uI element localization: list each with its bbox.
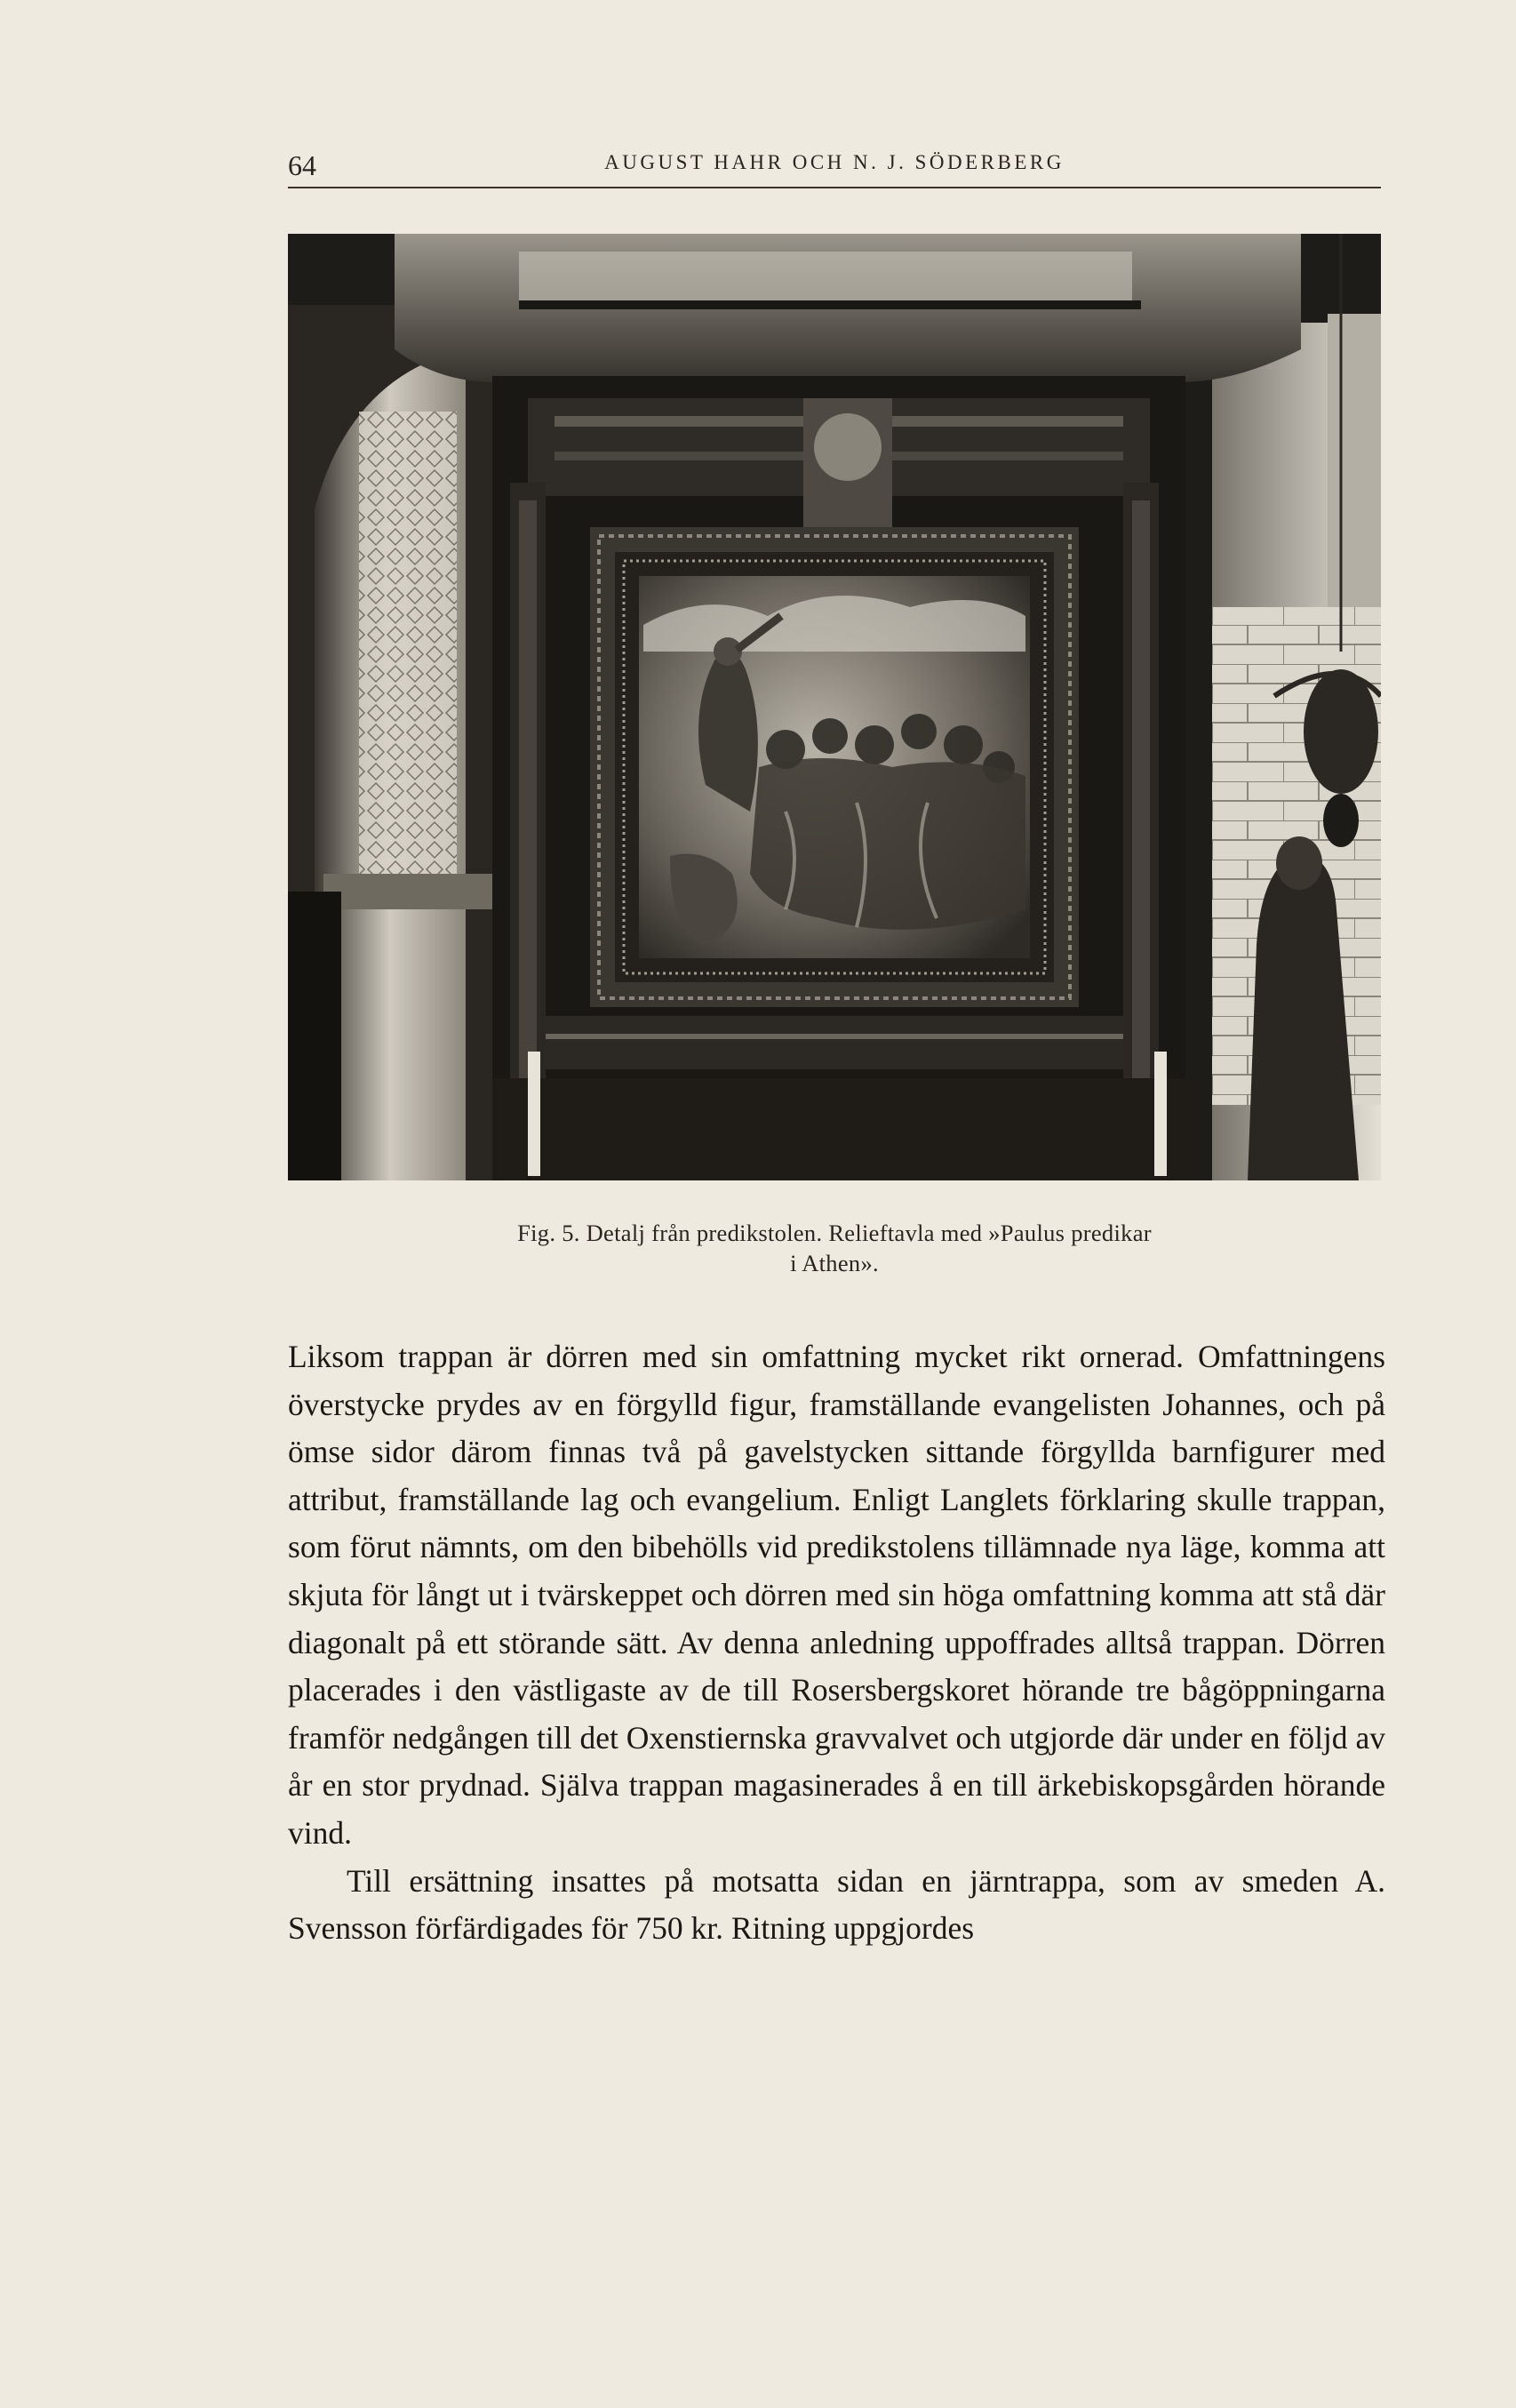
paragraph-1: Liksom trappan är dörren med sin omfattning mycket rikt ornerad. Omfattningens överstycke prydes av en förgylld figur, framställande evangelisten Johannes, och på ömse sidor därom finnas två på gavelstycken sittande förgyllda barnfigurer med attribut, framställande lag och evangelium. Enligt Langlets förklaring skulle trappan, som förut nämnts, om den bibehölls vid predikstolens tillämnade nya läge, komma att skjuta för långt ut i tvärskeppet och dörren med sin höga omfattning komma att stå där diagonalt på ett störande sätt. Av denna anledning uppoffrades alltså trappan. Dörren placerades i den västligaste av de till Rosersbergskoret hörande tre bågöppningarna framför nedgången till det Oxenstiernska gravvalvet och utgjorde där under en följd av år en stor prydnad. Själva trappan magasinerades å en till ärkebiskopsgården hörande vind. (288, 1339, 1385, 1851)
figure-photo (288, 234, 1381, 1180)
page-number: 64 (288, 149, 316, 181)
caption-line-1: Fig. 5. Detalj från predikstolen. Relieftavla med »Paulus predikar (517, 1220, 1152, 1246)
pulpit-relief-photo (288, 234, 1381, 1180)
caption-line-2: i Athen». (790, 1250, 879, 1276)
body-text (288, 1333, 1385, 1953)
running-head: AUGUST HAHR OCH N. J. SÖDERBERG (604, 151, 1065, 173)
header-rule (288, 187, 1381, 188)
figure-caption (288, 1218, 1381, 1278)
paragraph-2: Till ersättning insattes på motsatta sidan en järntrappa, som av smeden A. Svensson förfärdigades för 750 kr. Ritning uppgjordes (288, 1862, 1385, 1947)
page-header (288, 146, 1381, 187)
